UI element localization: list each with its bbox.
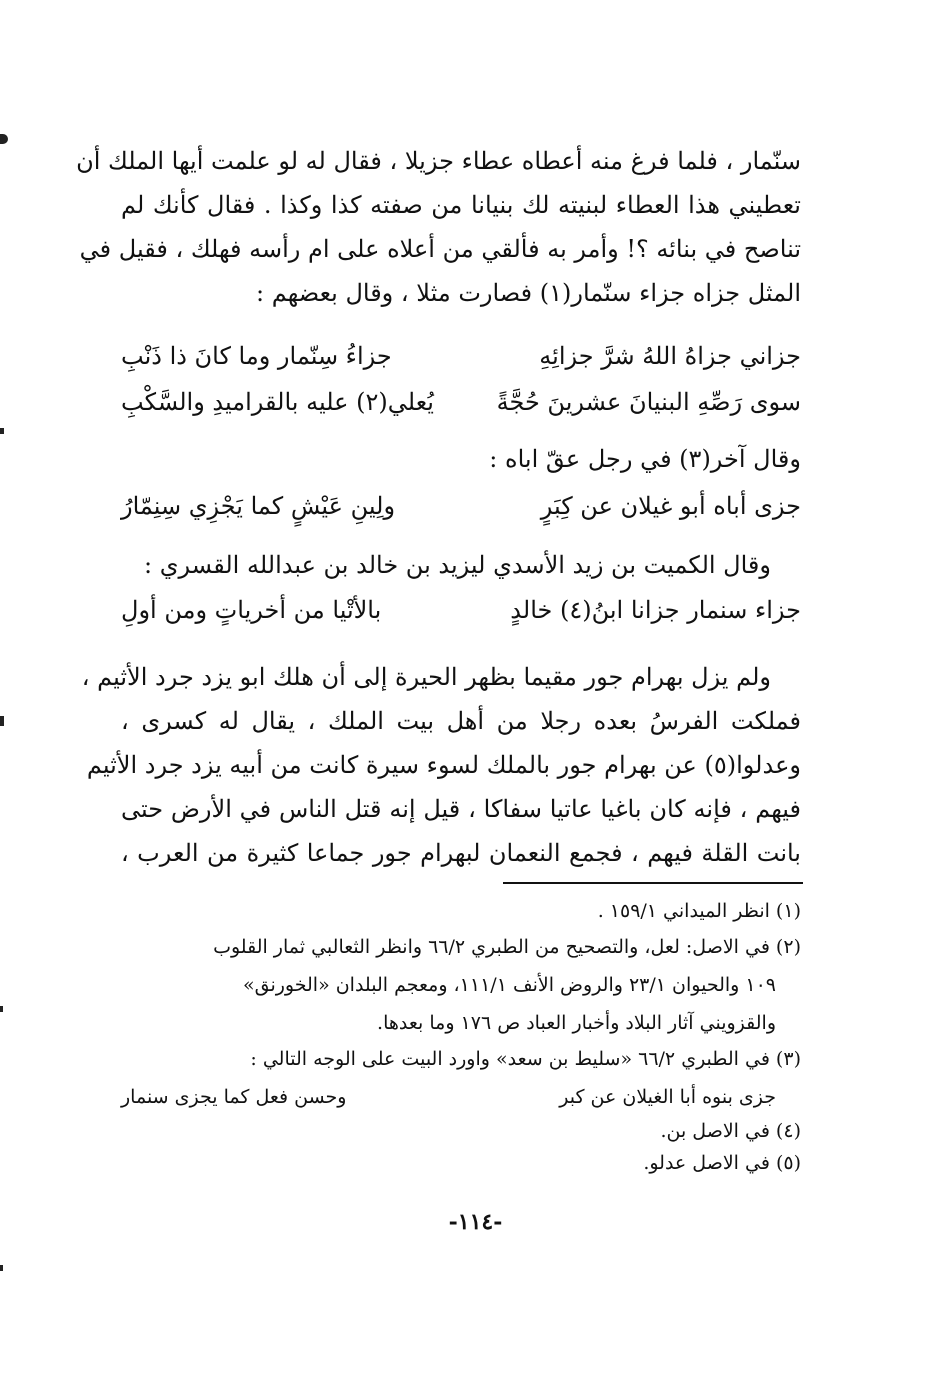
footnote-2-continued: ١٠٩ والحيوان ٢٣/١ والروض الأنف ١١١/١، ومعجم البلدان «الخورنق» xyxy=(242,974,776,996)
verse-line xyxy=(121,592,801,628)
paragraph-line: بانت القلة فيهم ، فجمع النعمان لبهرام جور جماعا كثيرة من العرب ، xyxy=(121,839,801,867)
footnote-separator xyxy=(503,882,803,884)
verse-hemistich-second: بالأتْيا من أخرياتٍ ومن أولِ xyxy=(121,596,382,624)
body-line: تعطيني هذا العطاء لبنيته لك بنيانا من صفته كذا وكذا . فقال كأنك لم xyxy=(121,191,801,219)
verse-intro: وقال آخر(٣) في رجل عقّ اباه : xyxy=(489,445,801,473)
scan-edge-mark xyxy=(0,428,4,434)
verse-line xyxy=(121,488,801,524)
verse-hemistich-second: يُعلي(٢) عليه بالقراميدِ والسَّكْبِ xyxy=(121,388,434,416)
paragraph-line: وعدلوا(٥) عن بهرام جور بالملك لسوء سيرة كانت من أبيه يزد جرد الأثيم xyxy=(86,751,801,779)
verse-hemistich-second: ولِينِ عَيْشٍ كما يَجْزِي سِنِمّارُ xyxy=(121,492,396,520)
scan-edge-mark xyxy=(0,1006,3,1012)
page-number: -١١٤- xyxy=(448,1209,503,1235)
paragraph-line: فملكت الفرسُ بعده رجلا من أهل بيت الملك ، يقال له كسرى ، xyxy=(121,707,801,735)
verse-hemistich-first: سوى رَصِّهِ البنيانَ عشرينَ حُجَّةً xyxy=(496,388,801,416)
footnote-1: (١) انظر الميداني ١٥٩/١ . xyxy=(597,900,801,922)
verse-hemistich-first: جزاء سنمار جزانا ابنُ(٤) خالدٍ xyxy=(510,596,801,624)
footnote-4: (٤) في الاصل بن. xyxy=(660,1120,801,1142)
footnote-5: (٥) في الاصل عدلو. xyxy=(643,1152,801,1174)
footnote-3: (٣) في الطبري ٦٦/٢ «سليط بن سعد» واورد البيت على الوجه التالي : xyxy=(250,1048,801,1070)
verse-intro: وقال الكميت بن زيد الأسدي ليزيد بن خالد بن عبدالله القسري : xyxy=(144,551,771,579)
footnote-verse-second: وحسن فعل كما يجزى سنمار xyxy=(121,1086,347,1108)
verse-hemistich-first: جزى أباه أبو غيلان عن كِبَرٍ xyxy=(540,492,801,520)
footnote-3-verse xyxy=(121,1084,801,1114)
body-line: تناصح في بنائه ؟! وأمر به فألقي من أعلاه على ام رأسه فهلك ، فقيل في xyxy=(79,235,801,263)
footnote-2: (٢) في الاصل: لعل، والتصحيح من الطبري ٦٦/٢ وانظر الثعالبي ثمار القلوب xyxy=(213,936,801,958)
paragraph-line: ولم يزل بهرام جور مقيما بظهر الحيرة إلى أن هلك ابو يزد جرد الأثيم ، xyxy=(81,663,771,691)
body-line: سنّمار ، فلما فرغ منه أعطاه عطاء جزيلا ، فقال له لو علمت أيها الملك أن xyxy=(76,147,801,175)
paragraph-line: فيهم ، فإنه كان باغيا عاتيا سفاكا ، قيل إنه قتل الناس في الأرض حتى xyxy=(121,795,801,823)
scan-edge-mark xyxy=(0,134,8,144)
scan-edge-mark xyxy=(0,716,4,726)
verse-hemistich-second: جزاءُ سِنّمار وما كانَ ذا ذَنْبِ xyxy=(121,342,392,370)
footnote-2-continued: والقزويني آثار البلاد وأخبار العباد ص ١٧٦ وما بعدها. xyxy=(377,1012,776,1034)
verse-line xyxy=(121,338,801,374)
verse-line xyxy=(121,384,801,420)
verse-hemistich-first: جزاني جزاهُ اللهُ شرَّ جزائِهِ xyxy=(539,342,801,370)
body-line: المثل جزاه جزاء سنّمار(١) فصارت مثلا ، وقال بعضهم : xyxy=(256,279,801,307)
footnote-verse-first: جزى بنوه أبا الغيلان عن كبر xyxy=(559,1086,776,1108)
scan-edge-mark xyxy=(0,1265,3,1271)
